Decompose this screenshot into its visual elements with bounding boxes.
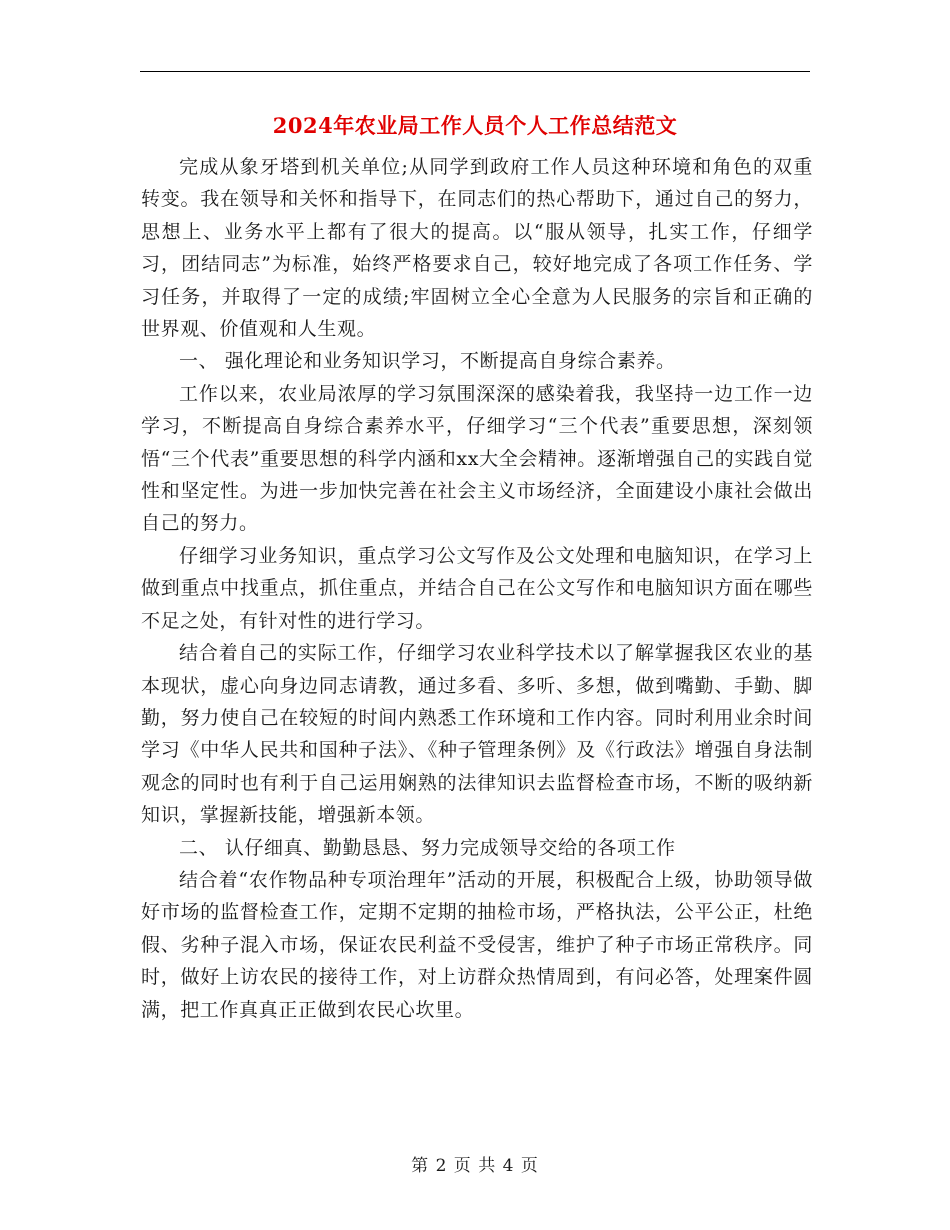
paragraph-study-theory: 工作以来，农业局浓厚的学习氛围深深的感染着我，我坚持一边工作一边学习，不断提高自身综合素养水平，仔细学习“三个代表”重要思想，深刻领悟“三个代表”重要思想的科学内涵和xx大全会精神。逐渐增强自己的实践自觉性和坚定性。为进一步加快完善在社会主义市场经济，全面建设小康社会做出自己的努力。 (141, 382, 813, 535)
document-title: 2024年农业局工作人员个人工作总结范文 (272, 113, 678, 138)
section-heading-1: 一、 强化理论和业务知识学习，不断提高自身综合素养。 (179, 350, 676, 373)
paragraph-study-practice: 结合着自己的实际工作，仔细学习农业科学技术以了解掌握我区农业的基本现状，虚心向身边同志请教，通过多看、多听、多想，做到嘴勤、手勤、脚勤，努力使自己在较短的时间内熟悉工作环境和工作内容。同时利用业余时间学习《中华人民共和国种子法》、《种子管理条例》及《行政法》增强自身法制观念的同时也有利于自己运用娴熟的法律知识去监督检查市场，不断的吸纳新知识，掌握新技能，增强新本领。 (141, 642, 813, 827)
section-heading-2: 二、 认仔细真、勤勤恳恳、努力完成领导交给的各项工作 (179, 836, 676, 859)
paragraph-intro: 完成从象牙塔到机关单位;从同学到政府工作人员这种环境和角色的双重转变。我在领导和关怀和指导下，在同志们的热心帮助下，通过自己的努力，思想上、业务水平上都有了很大的提高。以“服从领导，扎实工作，仔细学习，团结同志”为标准，始终严格要求自己，较好地完成了各项工作任务、学习任务，并取得了一定的成绩;牢固树立全心全意为人民服务的宗旨和正确的世界观、价值观和人生观。 (141, 156, 813, 341)
paragraph-study-business: 仔细学习业务知识，重点学习公文写作及公文处理和电脑知识，在学习上做到重点中找重点，抓住重点，并结合自己在公文写作和电脑知识方面在哪些不足之处，有针对性的进行学习。 (141, 544, 813, 632)
document-body (141, 151, 813, 1026)
page-footer (0, 1154, 950, 1178)
page-number-label: 第 2 页 共 4 页 (411, 1156, 539, 1176)
header-rule (140, 71, 810, 72)
paragraph-market-work: 结合着“农作物品种专项治理年”活动的开展，积极配合上级，协助领导做好市场的监督检查工作，定期不定期的抽检市场，严格执法，公平公正，杜绝假、劣种子混入市场，保证农民利益不受侵害，维护了种子市场正常秩序。同时，做好上访农民的接待工作，对上访群众热情周到，有问必答，处理案件圆满，把工作真真正正做到农民心坎里。 (141, 868, 813, 1021)
